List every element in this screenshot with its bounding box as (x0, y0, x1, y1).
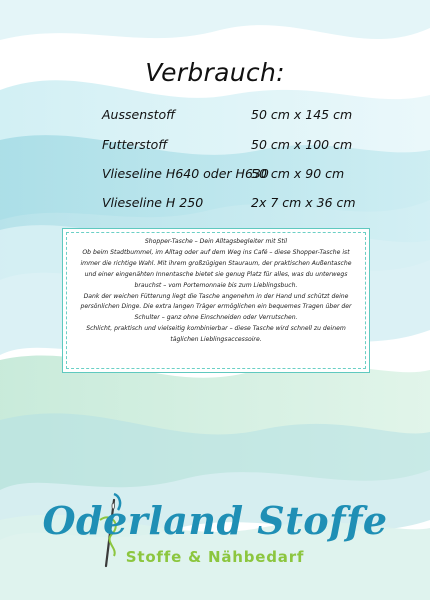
description-line: Schlicht, praktisch und vielseitig kombinierbar – diese Tasche wird schnell zu deinem (86, 325, 346, 333)
description-line: und einer eingenähten Innentasche bietet sie genug Platz für alles, was du unterwegs (84, 270, 348, 278)
material-size: 50 cm x 100 cm (251, 137, 353, 152)
material-size: 2x 7 cm x 36 cm (251, 195, 356, 210)
brand-logo (0, 490, 430, 590)
description-line: Dank der weichen Fütterung liegt die Tasche angenehm in der Hand und schützt deine (83, 292, 349, 300)
description-line: persönlichen Dinge. Die extra langen Träger ermöglichen ein bequemes Tragen über der (80, 303, 352, 311)
description-line: Ob beim Stadtbummel, im Alltag oder auf dem Weg ins Café – diese Shopper-Tasche ist (82, 248, 350, 256)
description-box (62, 228, 370, 373)
material-name: Aussenstoff (102, 107, 176, 122)
page-title: Verbrauch: (145, 58, 285, 87)
description-line: Schulter – ganz ohne Einschneiden oder Verrutschen. (134, 314, 298, 322)
logo-wordmark: Oderland Stoffe (42, 498, 388, 543)
description-text (73, 237, 359, 346)
description-line: immer die richtige Wahl. Mit ihrem großzügigen Stauraum, der praktischen Außentasche (80, 259, 352, 267)
material-row (102, 137, 402, 157)
material-size: 50 cm x 145 cm (251, 107, 353, 122)
material-row (102, 107, 402, 127)
material-row (102, 166, 402, 186)
description-line: brauchst – vom Portemonnaie bis zum Lieblingsbuch. (134, 281, 298, 289)
description-line: Shopper-Tasche – Dein Alltagsbegleiter mit Stil (144, 238, 288, 245)
material-size: 50 cm x 90 cm (251, 166, 345, 181)
description-line: täglichen Lieblingsaccessoire. (170, 336, 262, 344)
material-row (102, 195, 402, 215)
logo-tagline: Stoffe & Nähbedarf (125, 548, 305, 566)
material-name: Vlieseline H640 oder H630 (102, 166, 269, 181)
material-name: Vlieseline H 250 (102, 195, 204, 210)
material-name: Futterstoff (102, 137, 168, 152)
